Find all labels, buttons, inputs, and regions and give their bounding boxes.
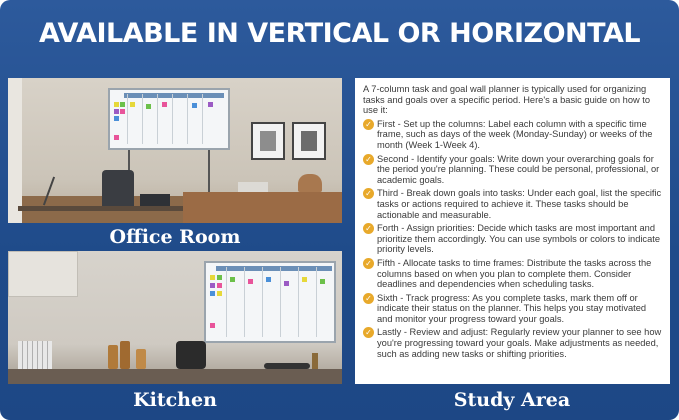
check-circle-icon: ✓ xyxy=(363,154,374,165)
jar xyxy=(120,341,130,369)
guide-step: ✓ Second - Identify your goals: Write down your overarching goals for the period you're planning. These could be personal, professional, or academic goals. xyxy=(363,154,662,186)
usage-guide xyxy=(355,78,670,384)
check-circle-icon: ✓ xyxy=(363,258,374,269)
decor xyxy=(298,174,322,192)
jar xyxy=(136,349,146,369)
counter xyxy=(8,369,342,384)
check-circle-icon: ✓ xyxy=(363,188,374,199)
pan xyxy=(264,363,310,369)
decor xyxy=(238,182,268,192)
window xyxy=(8,78,22,223)
check-circle-icon: ✓ xyxy=(363,119,374,130)
headline: AVAILABLE IN VERTICAL OR HORIZONTAL xyxy=(38,18,641,49)
dish-rack xyxy=(18,341,52,369)
check-circle-icon: ✓ xyxy=(363,223,374,234)
guide-step: ✓ First - Set up the columns: Label each column with a specific time frame, such as days of the week (Monday-Sunday) or weeks of the month (Week 1-Week 4). xyxy=(363,119,662,151)
check-circle-icon: ✓ xyxy=(363,327,374,338)
wall-planner xyxy=(108,88,230,150)
guide-intro: A 7-column task and goal wall planner is typically used for organizing tasks and goals over a specific period. Here's a basic guide on how to use it: xyxy=(363,84,651,116)
jar xyxy=(108,345,118,369)
bottle xyxy=(312,353,318,369)
guide-step: ✓ Third - Break down goals into tasks: Under each goal, list the specific tasks or actions required to achieve it. These tasks should be actionable and measurable. xyxy=(363,188,662,220)
guide-step: ✓ Fifth - Allocate tasks to time frames: Distribute the tasks across the columns based on when you plan to complete them. Consider deadlines and dependencies when scheduling tasks. xyxy=(363,258,662,290)
office-room-caption: Office Room xyxy=(109,226,241,248)
study-area-caption: Study Area xyxy=(453,389,571,411)
cooker xyxy=(176,341,206,369)
wall-frame xyxy=(292,122,326,160)
office-chair xyxy=(102,170,134,206)
kitchen-photo xyxy=(8,251,342,384)
office-room-photo xyxy=(8,78,342,223)
check-circle-icon: ✓ xyxy=(363,293,374,304)
cabinet xyxy=(8,251,78,297)
guide-step: ✓ Sixth - Track progress: As you complete tasks, mark them off or indicate their status on the planner. This helps you stay motivated and monitor your progress toward your goals. xyxy=(363,293,662,325)
laptop xyxy=(140,194,170,206)
desk xyxy=(18,206,188,211)
guide-step: ✓ Lastly - Review and adjust: Regularly review your planner to see how you're progressing toward your goals. Make adjustments as needed, such as adding new tasks or shifting priorities. xyxy=(363,327,662,359)
guide-step: ✓ Forth - Assign priorities: Decide which tasks are most important and prioritize them accordingly. You can use symbols or colors to indicate priority levels. xyxy=(363,223,662,255)
wall-planner xyxy=(204,261,336,343)
sideboard xyxy=(183,192,342,223)
kitchen-caption: Kitchen xyxy=(133,389,217,411)
wall-frame xyxy=(251,122,285,160)
